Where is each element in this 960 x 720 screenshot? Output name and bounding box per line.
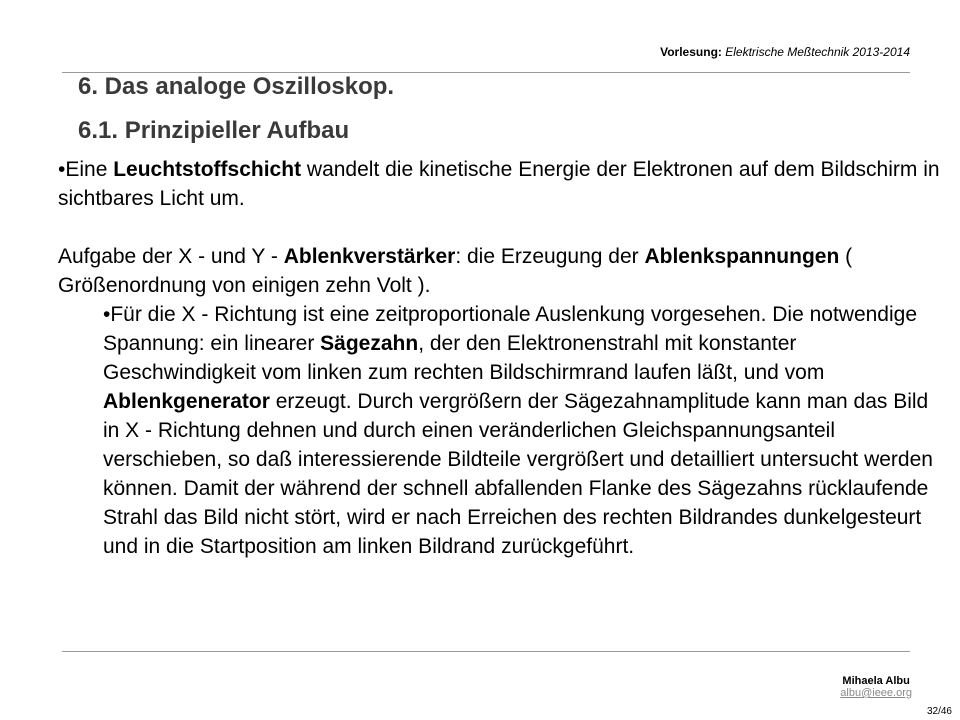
author-email-link[interactable]: albu@ieee.org [840, 687, 912, 699]
bullet-text: •Eine [58, 158, 114, 181]
term-ablenkgenerator: Ablenkgenerator [103, 390, 270, 413]
paragraph-text: ( Größenordnung von einigen zehn Volt ). [58, 245, 853, 297]
slide-subtitle: 6.1. Prinzipieller Aufbau [78, 117, 350, 144]
course-header-prefix: Vorlesung: [660, 45, 722, 59]
course-name: Elektrische Meßtechnik 2013-2014 [725, 45, 910, 59]
slide-body [58, 155, 943, 561]
author-name: Mihaela Albu [842, 675, 910, 687]
slide-title: 6. Das analoge Oszilloskop. [78, 73, 395, 100]
course-header [660, 45, 910, 59]
paragraph-text: : die Erzeugung der [455, 245, 645, 268]
term-leuchtstoffschicht: Leuchtstoffschicht [113, 158, 302, 181]
paragraph-leuchtstoffschicht [58, 155, 943, 213]
author-footer [840, 675, 912, 699]
term-saegezahn: Sägezahn [320, 332, 419, 355]
page-number: 32/46 [926, 706, 952, 717]
term-ablenkverstaerker: Ablenkverstärker [283, 245, 456, 268]
paragraph-text: , der den Elektronenstrahl mit konstanter Geschwindigkeit vom linken zum rechten Bildschirmrand laufen läßt, und vom [103, 332, 825, 384]
bottom-divider [62, 651, 910, 652]
paragraph-spacer [58, 213, 943, 242]
paragraph-text: Aufgabe der X - und Y - [58, 245, 284, 268]
term-ablenkspannungen: Ablenkspannungen [644, 245, 840, 268]
paragraph-text: erzeugt. Durch vergrößern der Sägezahnamplitude kann man das Bild in X - Richtung dehnen und durch einen veränderlichen Gleichspannungsanteil verschieben, so daß interessierende Bildteile vergrößert und detailliert untersucht werden können. Damit der während der schnell abfallenden Flanke des Sägezahns rücklaufende Strahl das Bild nicht stört, wird er nach Erreichen des rechten Bildrandes dunkelgesteurt und in die Startposition am linken Bildrand zurückgeführt. [103, 390, 933, 558]
paragraph-text: wandelt die kinetische Energie der Elektronen auf dem Bildschirm in sichtbares Licht um. [58, 158, 940, 210]
paragraph-ablenkverstaerker [58, 242, 943, 300]
paragraph-text: •Für die X - Richtung ist eine zeitproportionale Auslenkung vorgesehen. Die notwendige Spannung: ein linearer [103, 303, 918, 355]
paragraph-x-richtung [58, 300, 943, 561]
